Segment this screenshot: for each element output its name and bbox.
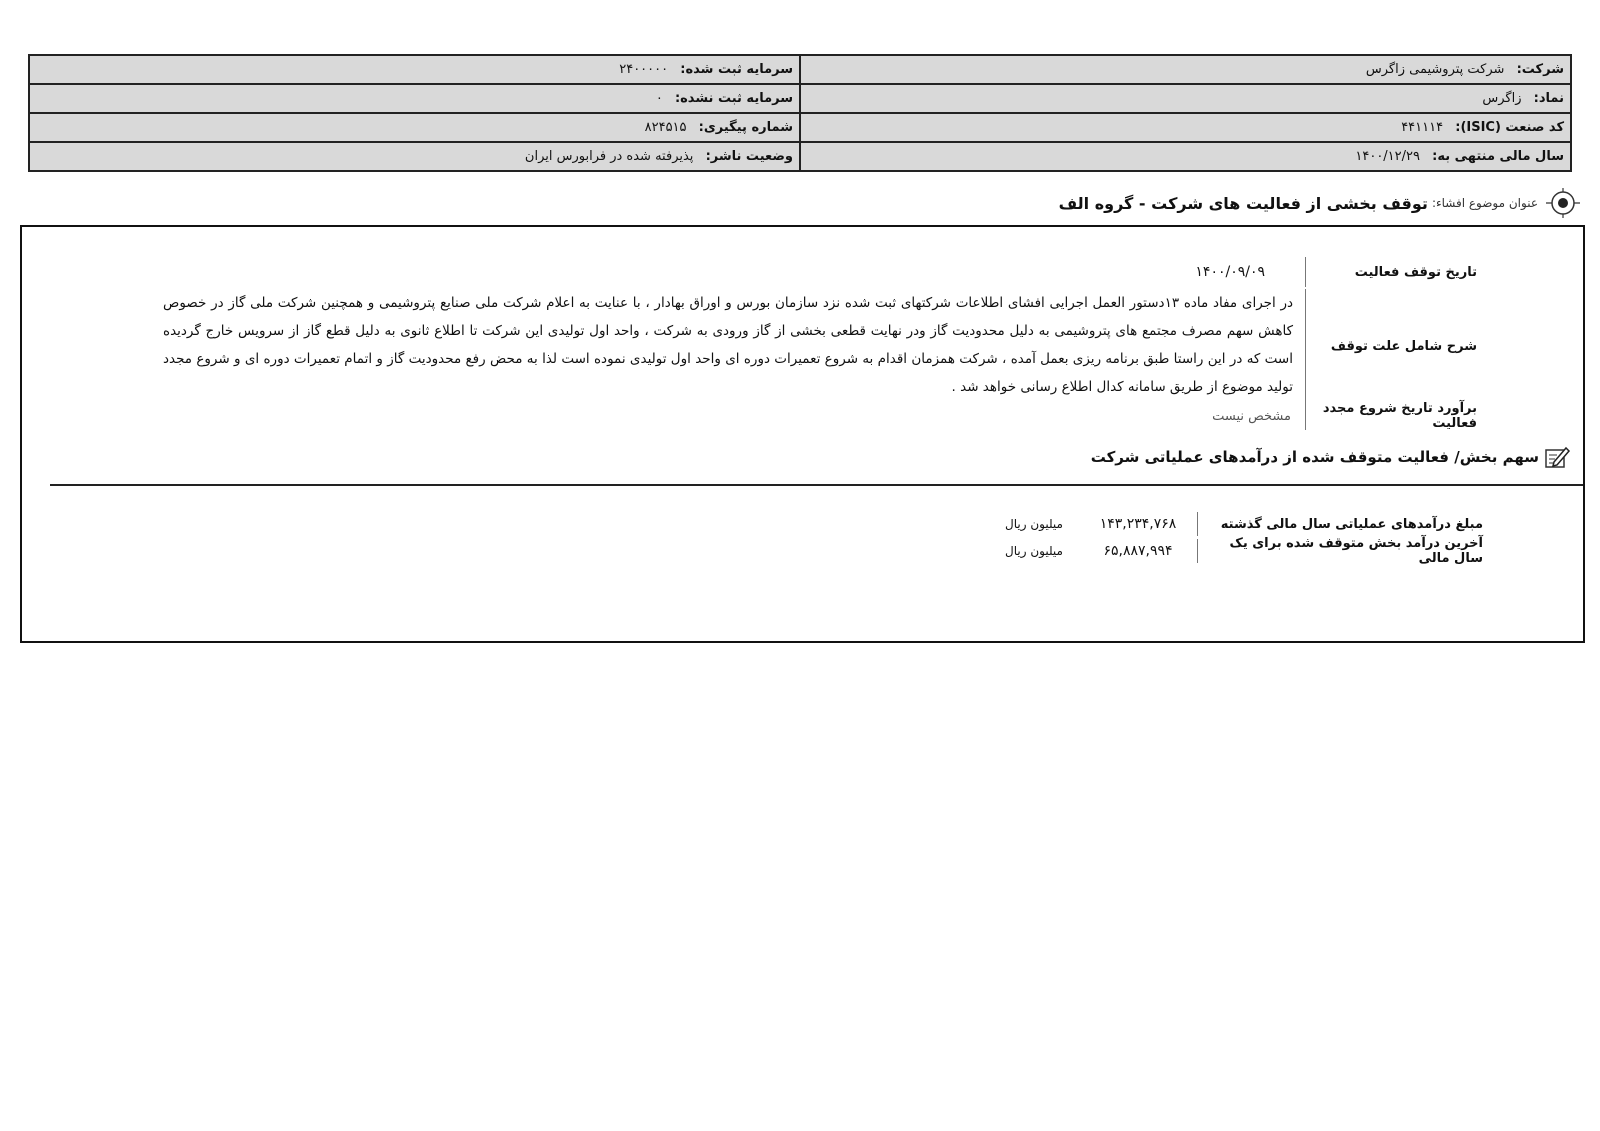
- fiscal-year-label: سال مالی منتهی به:: [1432, 149, 1564, 164]
- registered-capital-value: ۲۴۰۰۰۰۰: [619, 62, 669, 77]
- isic-label: کد صنعت (ISIC):: [1455, 120, 1564, 135]
- tracking-label: شماره پیگیری:: [698, 120, 793, 135]
- registered-capital-label: سرمایه ثبت شده:: [680, 62, 793, 77]
- revenue-row-last-year: [1005, 512, 1483, 536]
- info-row: [29, 55, 1571, 84]
- subject-title: توقف بخشی از فعالیت های شرکت - گروه الف: [1058, 193, 1428, 213]
- info-row: [29, 113, 1571, 142]
- edit-icon: [1543, 444, 1571, 470]
- revenue-unit: میلیون ریال: [1005, 544, 1063, 558]
- revenue-label: آخرین درآمد بخش متوقف شده برای یک سال مالی: [1197, 539, 1483, 563]
- reason-row: [163, 289, 1483, 403]
- registered-capital-cell: [29, 55, 800, 84]
- fiscal-year-value: ۱۴۰۰/۱۲/۲۹: [1355, 149, 1420, 164]
- company-info-table: [28, 54, 1572, 172]
- revenue-row-stopped-part: [1005, 536, 1483, 566]
- stop-date-label: تاریخ توقف فعالیت: [1305, 257, 1483, 287]
- revenue-section-header: [1091, 444, 1571, 470]
- company-label: شرکت:: [1516, 62, 1564, 77]
- reason-label: شرح شامل علت توقف: [1305, 289, 1483, 403]
- unregistered-capital-label: سرمایه ثبت نشده:: [674, 91, 793, 106]
- symbol-label: نماد:: [1533, 91, 1564, 106]
- info-row: [29, 142, 1571, 171]
- isic-cell: [800, 113, 1571, 142]
- disclosure-subject: [20, 188, 1580, 218]
- revenue-unit: میلیون ریال: [1005, 517, 1063, 531]
- disclosure-details-box: [20, 225, 1585, 643]
- revenue-label: مبلغ درآمدهای عملیاتی سال مالی گذشته: [1197, 512, 1483, 536]
- isic-value: ۴۴۱۱۱۴: [1401, 120, 1444, 135]
- unregistered-capital-value: ۰: [655, 91, 663, 106]
- revenue-amount: ۶۵,۸۸۷,۹۹۴: [1103, 543, 1173, 559]
- revenue-amount: ۱۴۳,۲۳۴,۷۶۸: [1099, 516, 1177, 532]
- symbol-value: زاگرس: [1482, 91, 1522, 106]
- publisher-status-label: وضعیت ناشر:: [705, 149, 793, 164]
- section-divider: [50, 484, 1583, 486]
- fiscal-year-cell: [800, 142, 1571, 171]
- target-icon: [1546, 186, 1580, 220]
- restart-row: [1212, 402, 1483, 430]
- subject-label: عنوان موضوع افشاء:: [1431, 196, 1538, 210]
- restart-label: برآورد تاریخ شروع مجدد فعالیت: [1305, 402, 1483, 430]
- reason-text: در اجرای مفاد ماده ۱۳دستور العمل اجرایی افشای اطلاعات شرکتهای ثبت شده نزد سازمان بورس و اوراق بهادار ، با عنایت به اعلام شرکت ملی صنایع پتروشیمی و همچنین شرکت ملی گاز در خصوص کاهش سهم مصرف مجتمع های پتروشیمی به دلیل محدودیت گاز ودر نهایت قطعی بخشی از گاز ورودی به شرکت ، واحد اول تولیدی این شرکت تا اطلاع ثانوی به دلیل قطع گاز از سرویس خارج گردیده است که در این راستا طبق برنامه ریزی بعمل آمده ، شرکت همزمان اقدام به شروع تعمیرات دوره ای واحد اول تولیدی نموده است لذا به محض رفع محدودیت گاز و اتمام تعمیرات دوره ای و شروع مجدد تولید موضوع از طریق سامانه کدال اطلاع رسانی خواهد شد .: [163, 295, 1293, 395]
- symbol-cell: [800, 84, 1571, 113]
- revenue-section-title: سهم بخش/ فعالیت متوقف شده از درآمدهای عملیاتی شرکت: [1090, 448, 1539, 466]
- company-value: شرکت پتروشیمی زاگرس: [1365, 62, 1505, 77]
- publisher-status-cell: [29, 142, 800, 171]
- tracking-value: ۸۲۴۵۱۵: [644, 120, 687, 135]
- unregistered-capital-cell: [29, 84, 800, 113]
- tracking-cell: [29, 113, 800, 142]
- company-cell: [800, 55, 1571, 84]
- info-row: [29, 84, 1571, 113]
- stop-date-row: [1195, 257, 1483, 287]
- publisher-status-value: پذیرفته شده در فرابورس ایران: [524, 149, 694, 164]
- stop-date-value: ۱۴۰۰/۰۹/۰۹: [1195, 264, 1265, 280]
- restart-value: مشخص نیست: [1212, 408, 1291, 424]
